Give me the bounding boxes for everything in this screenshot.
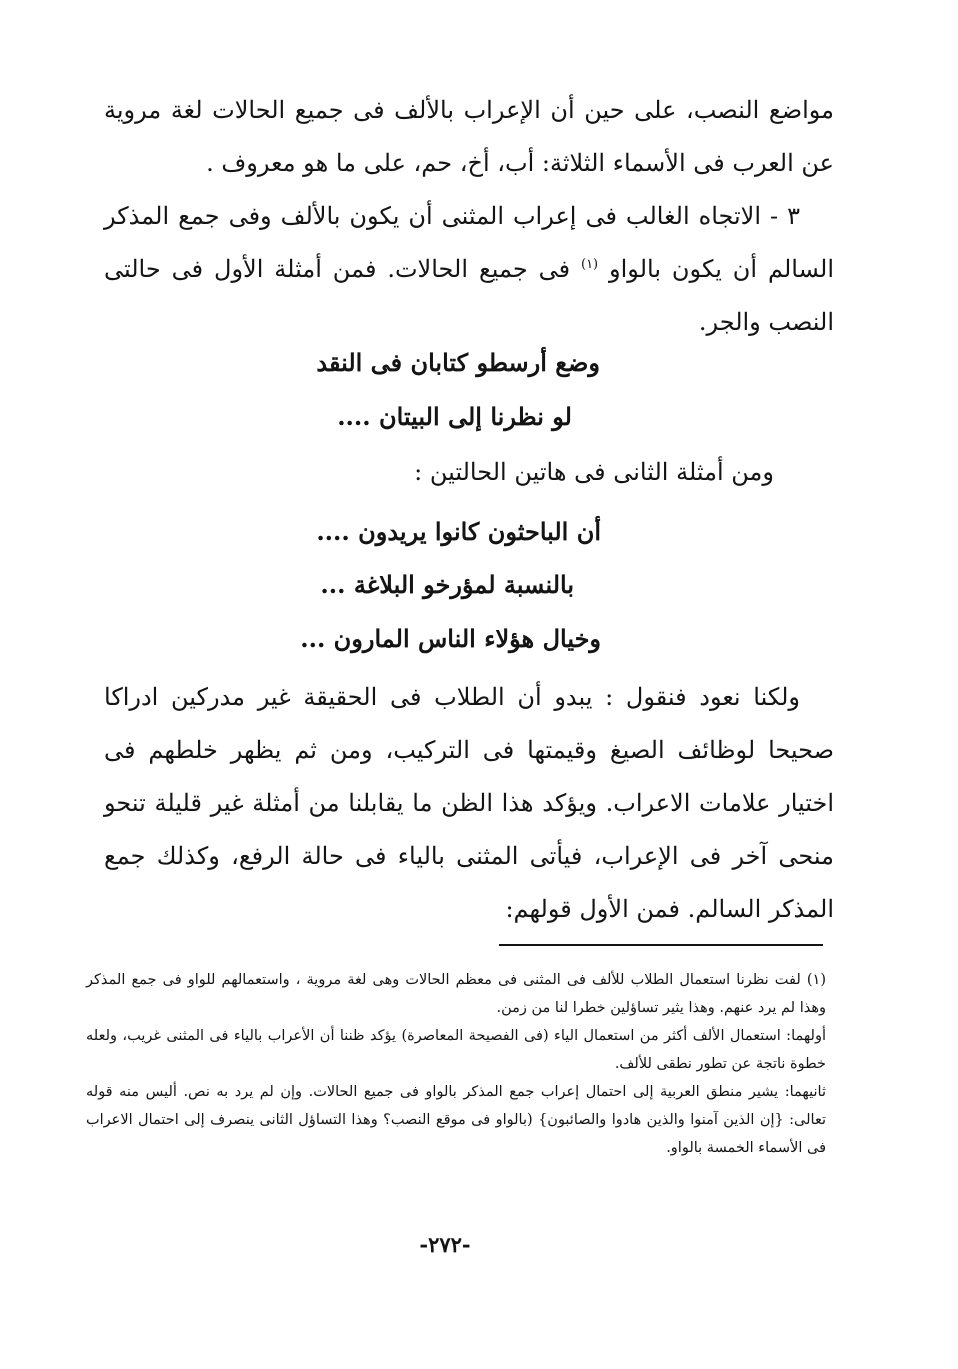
example-line: وخيال هؤلاء الناس المارون ...: [300, 624, 601, 653]
example-line: لو نظرنا إلى البيتان ....: [337, 402, 572, 431]
footnote-1: (١) لفت نظرنا استعمال الطلاب للألف فى المثنى فى معظم الحالات وهى لغة مروية ، واستعمالهم للواو فى جمع المذكر وهذا لم يرد عنهم. وهذا يثير تساؤلين خطرا لنا من زمن.: [86, 972, 826, 1016]
example-line: أن الباحثون كانوا يريدون ....: [316, 517, 601, 546]
page-number: -٢٧٢-: [419, 1232, 471, 1257]
footnote-second-point: ثانيهما: يشير منطق العربية إلى احتمال إعراب جمع المذكر بالواو فى جميع الحالات. وإن لم يرد به نص. أليس منه قوله تعالى: {إن الذين آمنوا والذين هادوا والصائبون} (بالواو فى موقع النصب؟ وهذا التساؤل الثانى ينصرف إلى احتمال الاعراب فى الأسماء الخمسة بالواو.: [86, 1084, 826, 1156]
footnote-separator: [499, 944, 823, 946]
paragraph-2-text-start: ٣ - الاتجاه الغالب فى إعراب المثنى أن يكون بالألف وفى جمع المذكر السالم أن يكون بالواو: [104, 202, 834, 283]
footnotes-section: [86, 966, 826, 1162]
footnote-reference: (١): [580, 257, 599, 272]
body-paragraph-1: مواضع النصب، على حين أن الإعراب بالألف فى جميع الحالات لغة مروية عن العرب فى الأسماء الثلاثة: أب، أخ، حم، على ما هو معروف .: [104, 96, 834, 177]
body-paragraph-3: ولكنا نعود فنقول : يبدو أن الطلاب فى الحقيقة غير مدركين ادراكا صحيحا لوظائف الصيغ وقيمتها فى التركيب، ومن ثم يظهر خلطهم فى اختيار علامات الاعراب. ويؤكد هذا الظن ما يقابلنا من أمثلة غير قليلة تنحو منحى آخر فى الإعراب، فيأتى المثنى بالياء فى حالة الرفع، وكذلك جمع المذكر السالم. فمن الأول قولهم:: [104, 683, 834, 923]
example-line: بالنسبة لمؤرخو البلاغة ...: [320, 570, 574, 599]
body-paragraph-2: [104, 190, 834, 349]
paragraph-2-text-end: فى جميع الحالات. فمن أمثلة الأول فى حالتى النصب والجر.: [104, 255, 834, 336]
footnote-first-point: أولهما: استعمال الألف أكثر من استعمال الياء (فى الفصيحة المعاصرة) يؤكد ظننا أن الأعراب بالياء فى المثنى غريب، ولعله خطوة ناتجة عن تطور نطقى للألف.: [86, 1028, 826, 1072]
example-line: وضع أرسطو كتابان فى النقد: [316, 348, 600, 377]
examples-intro: ومن أمثلة الثانى فى هاتين الحالتين :: [414, 458, 774, 486]
